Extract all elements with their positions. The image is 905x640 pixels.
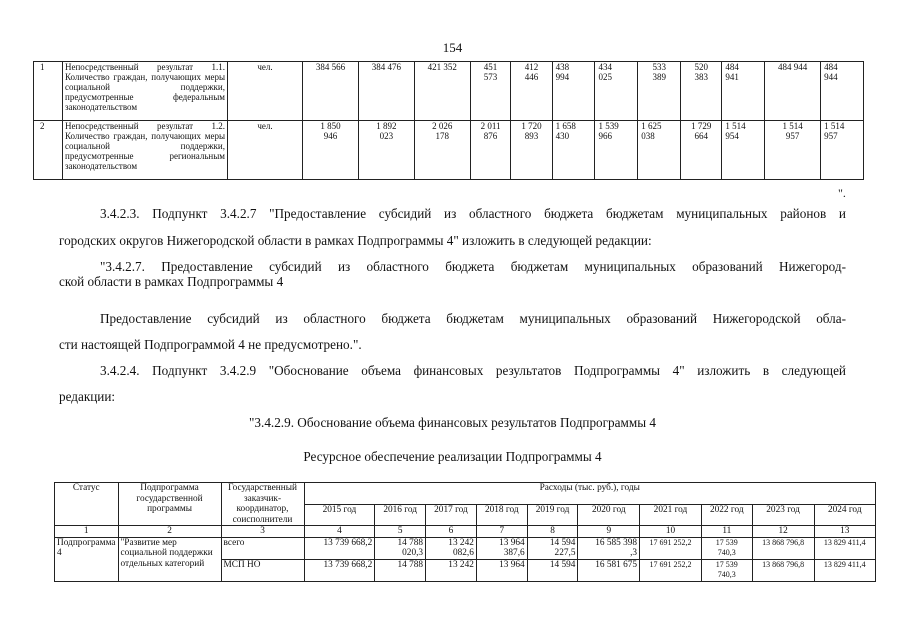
value-cell: 533 389 (638, 62, 681, 121)
value-cell: 520 383 (681, 62, 722, 121)
page-number: 154 (442, 40, 463, 55)
column-number: 1 (55, 526, 119, 538)
paragraph-line: "3.4.2.7. Предоставление субсидий из областного бюджета бюджетам муниципальных образований Нижегород- (100, 259, 846, 274)
header-year: 2015 год (304, 504, 375, 526)
value-cell: 484 944 (821, 62, 864, 121)
table-title: Ресурсное обеспечение реализации Подпрограммы 4 (303, 449, 602, 464)
header-row (55, 483, 876, 505)
value-cell: 451 573 (470, 62, 511, 121)
column-number: 9 (578, 526, 640, 538)
table-row (34, 121, 864, 180)
value-cell: 13 739 668,2 (304, 537, 375, 559)
header-year: 2017 год (426, 504, 477, 526)
paragraph-line: ской области в рамках Подпрограммы 4 (59, 274, 284, 289)
value-cell: 16 581 675 (578, 559, 640, 581)
value-cell: 13 964 (476, 559, 527, 581)
value-cell: 13 829 411,4 (814, 537, 876, 559)
paragraph-line: 3.4.2.3. Подпункт 3.4.2.7 "Предоставление субсидий из областного бюджета бюджетам муниципальных районов и (100, 206, 846, 221)
column-number: 3 (221, 526, 304, 538)
paragraph-line: городских округов Нижегородской области в рамках Подпрограммы 4" изложить в следующей редакции: (59, 233, 652, 248)
value-cell: 421 352 (414, 62, 470, 121)
value-cell: 17 539 740,3 (701, 537, 752, 559)
column-number: 7 (476, 526, 527, 538)
results-table (33, 61, 864, 180)
resources-table (54, 482, 876, 582)
result-name: Непосредственный результат 1.1. Количество граждан, получающих меры социальной поддержки, предусмотренные федеральным законодательством (63, 62, 228, 121)
value-cell: 1 892 023 (358, 121, 414, 180)
column-number-row (55, 526, 876, 538)
value-cell: 17 539 740,3 (701, 559, 752, 581)
column-number: 12 (752, 526, 814, 538)
header-year: 2021 год (640, 504, 702, 526)
value-cell: 14 594 227,5 (527, 537, 578, 559)
column-number: 10 (640, 526, 702, 538)
value-cell: 384 566 (303, 62, 359, 121)
value-cell: 1 514 957 (765, 121, 821, 180)
customer-cell: всего (221, 537, 304, 559)
table-row (34, 62, 864, 121)
value-cell: 13 964 387,6 (476, 537, 527, 559)
header-subprogram: Подпрограмма государственной программы (118, 483, 221, 526)
value-cell: 13 868 796,8 (752, 559, 814, 581)
header-year: 2022 год (701, 504, 752, 526)
value-cell: 13 242 (426, 559, 477, 581)
column-number: 2 (118, 526, 221, 538)
header-year: 2018 год (476, 504, 527, 526)
result-name: Непосредственный результат 1.2. Количество граждан, получающих меры социальной поддержки, предусмотренные региональным законодательством (63, 121, 228, 180)
unit-cell: чел. (228, 62, 303, 121)
value-cell: 1 658 430 (552, 121, 595, 180)
column-number: 5 (375, 526, 426, 538)
header-year: 2023 год (752, 504, 814, 526)
column-number: 6 (426, 526, 477, 538)
subprogram-cell: "Развитие мер социальной поддержки отдельных категорий (118, 537, 221, 581)
value-cell: 17 691 252,2 (640, 537, 702, 559)
value-cell: 1 729 664 (681, 121, 722, 180)
column-number: 13 (814, 526, 876, 538)
value-cell: 1 514 957 (821, 121, 864, 180)
value-cell: 2 011 876 (470, 121, 511, 180)
value-cell: 13 829 411,4 (814, 559, 876, 581)
value-cell: 1 514 954 (722, 121, 765, 180)
value-cell: 2 026 178 (414, 121, 470, 180)
header-year: 2019 год (527, 504, 578, 526)
value-cell: 384 476 (358, 62, 414, 121)
value-cell: 412 446 (511, 62, 552, 121)
row-number: 2 (34, 121, 63, 180)
value-cell: 484 941 (722, 62, 765, 121)
header-expenses: Расходы (тыс. руб.), годы (304, 483, 875, 505)
value-cell: 14 788 (375, 559, 426, 581)
value-cell: 13 868 796,8 (752, 537, 814, 559)
column-number: 11 (701, 526, 752, 538)
closing-quote: ". (838, 186, 846, 200)
table-row (55, 537, 876, 559)
paragraph-line: сти настоящей Подпрограммой 4 не предусмотрено.". (59, 337, 362, 352)
customer-cell: МСП НО (221, 559, 304, 581)
header-year: 2024 год (814, 504, 876, 526)
header-year: 2020 год (578, 504, 640, 526)
row-number: 1 (34, 62, 63, 121)
value-cell: 14 594 (527, 559, 578, 581)
value-cell: 16 585 398 ,3 (578, 537, 640, 559)
value-cell: 1 539 966 (595, 121, 638, 180)
value-cell: 1 850 946 (303, 121, 359, 180)
column-number: 4 (304, 526, 375, 538)
header-status: Статус (55, 483, 119, 526)
paragraph-line: редакции: (59, 389, 116, 404)
value-cell: 1 720 893 (511, 121, 552, 180)
status-cell: Подпрограмма 4 (55, 537, 119, 581)
value-cell: 13 739 668,2 (304, 559, 375, 581)
paragraph-line: 3.4.2.4. Подпункт 3.4.2.9 "Обоснование объема финансовых результатов Подпрограммы 4" изложить в следующей (100, 363, 846, 378)
value-cell: 1 625 038 (638, 121, 681, 180)
value-cell: 14 788 020,3 (375, 537, 426, 559)
value-cell: 434 025 (595, 62, 638, 121)
value-cell: 484 944 (765, 62, 821, 121)
header-customer: Государственный заказчик-координатор, соисполнители (221, 483, 304, 526)
value-cell: 13 242 082,6 (426, 537, 477, 559)
value-cell: 17 691 252,2 (640, 559, 702, 581)
unit-cell: чел. (228, 121, 303, 180)
paragraph-line: Предоставление субсидий из областного бюджета бюджетам муниципальных образований Нижегородской обла- (100, 311, 846, 326)
column-number: 8 (527, 526, 578, 538)
value-cell: 438 994 (552, 62, 595, 121)
header-year: 2016 год (375, 504, 426, 526)
section-heading: "3.4.2.9. Обоснование объема финансовых результатов Подпрограммы 4 (249, 415, 656, 430)
